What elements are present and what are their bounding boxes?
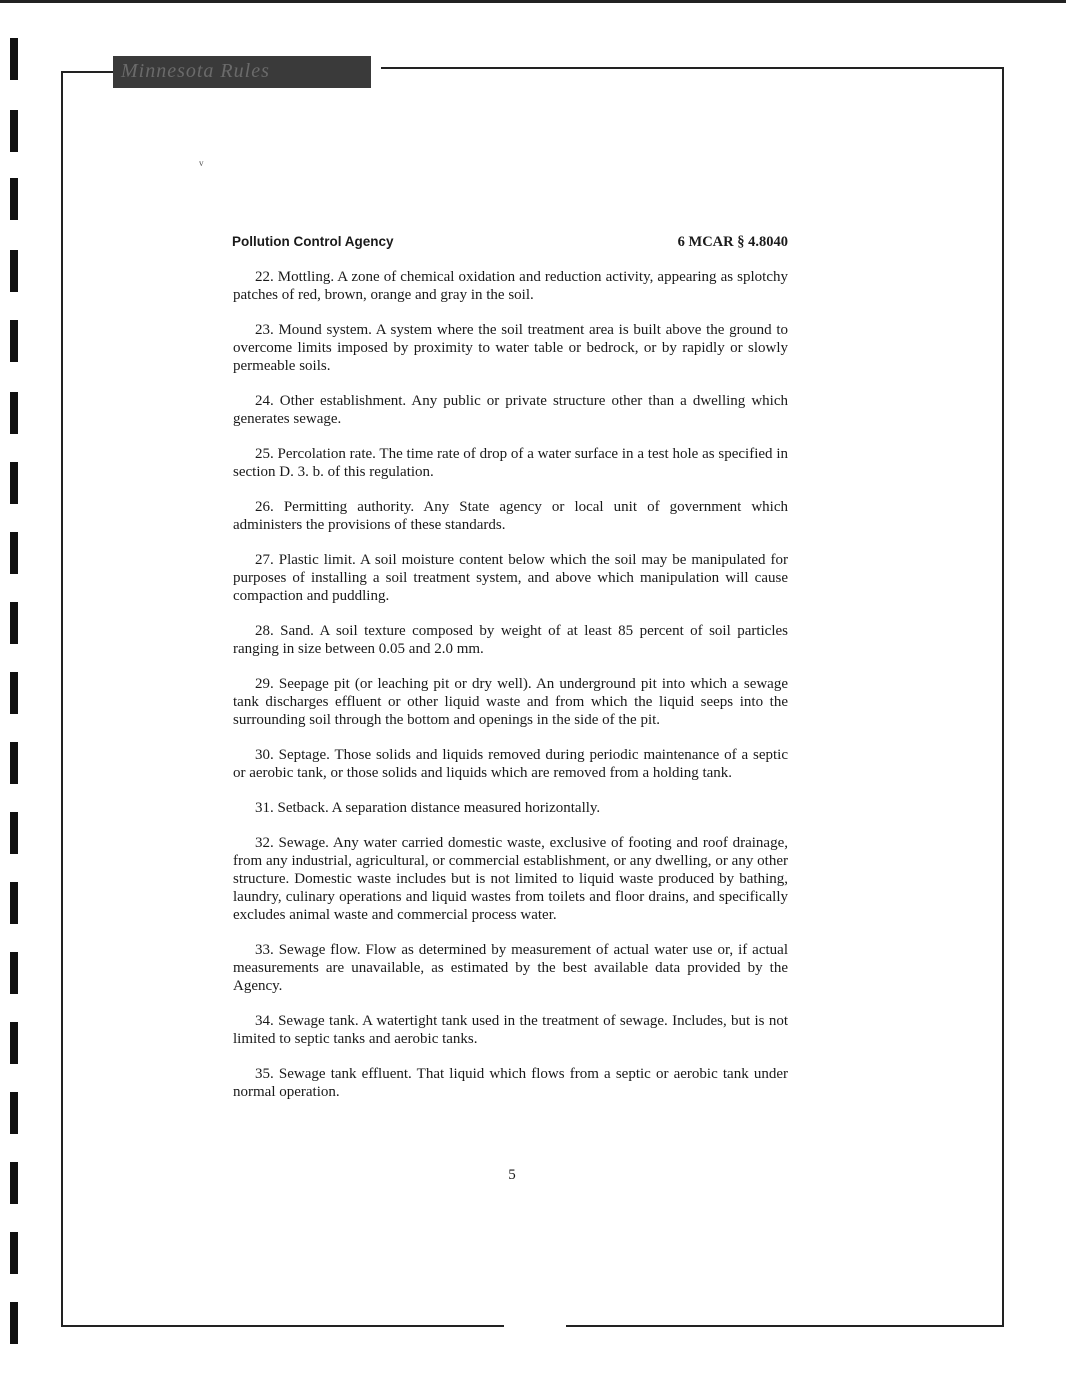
page-number: 5 [508,1167,516,1183]
definition-paragraph: 32. Sewage. Any water carried domestic waste, exclusive of footing and roof drainage, from any industrial, agricultural, or commercial establishment, or any dwelling, or any other structure. Domestic waste includes but is not limited to liquid waste produced by bathing, laundry, culinary operations and liquid wastes from toilets and floor drains, and specifically excludes animal waste and commercial process water. [233,835,788,923]
definition-paragraph: 30. Septage. Those solids and liquids removed during periodic maintenance of a septic or aerobic tank, or those solids and liquids which are removed from a holding tank. [233,747,788,781]
rule-citation: 6 MCAR § 4.8040 [677,234,788,250]
frame-bottom-left [61,1325,504,1327]
binder-mark [10,392,18,434]
definition-paragraph: 28. Sand. A soil texture composed by weight of at least 85 percent of soil particles ranging in size between 0.05 and 2.0 mm. [233,623,788,657]
binder-mark [10,1302,18,1344]
binder-mark [10,952,18,994]
binder-mark [10,672,18,714]
binder-mark [10,178,18,220]
binder-mark [10,38,18,80]
header-bar-text: Minnesota Rules [121,60,270,82]
binder-mark [10,602,18,644]
definition-paragraph: 22. Mottling. A zone of chemical oxidation and reduction activity, appearing as splotchy patches of red, brown, orange and gray in the soil. [233,269,788,303]
frame-right [1002,67,1004,1327]
definition-paragraph: 33. Sewage flow. Flow as determined by measurement of actual water use or, if actual measurements are unavailable, as estimated by the best available data provided by the Agency. [233,942,788,994]
definitions-list [233,268,788,1118]
binder-mark [10,1022,18,1064]
agency-name: Pollution Control Agency [232,234,394,249]
binder-mark [10,1232,18,1274]
definition-paragraph: 24. Other establishment. Any public or private structure other than a dwelling which generates sewage. [233,393,788,427]
definition-paragraph: 27. Plastic limit. A soil moisture content below which the soil may be manipulated for purposes of installing a soil treatment system, and above which manipulation will cause compaction and puddling. [233,552,788,604]
binder-mark [10,812,18,854]
frame-left [61,71,63,1327]
binder-mark [10,1092,18,1134]
binder-mark [10,742,18,784]
top-edge [0,0,1066,3]
definition-paragraph: 26. Permitting authority. Any State agency or local unit of government which administers the provisions of these standards. [233,499,788,533]
binder-mark [10,1162,18,1204]
binder-mark [10,320,18,362]
definition-paragraph: 25. Percolation rate. The time rate of drop of a water surface in a test hole as specified in section D. 3. b. of this regulation. [233,446,788,480]
frame-top-left [62,71,114,73]
header-bar [113,56,371,88]
speck-mark: v [199,158,204,168]
definition-paragraph: 34. Sewage tank. A watertight tank used in the treatment of sewage. Includes, but is not limited to septic tanks and aerobic tanks. [233,1013,788,1047]
definition-paragraph: 31. Setback. A separation distance measured horizontally. [255,800,601,816]
binder-mark [10,532,18,574]
frame-top-right [381,67,1004,69]
binder-mark [10,462,18,504]
definition-paragraph: 29. Seepage pit (or leaching pit or dry well). An underground pit into which a sewage tank discharges effluent or other liquid waste and from which the liquid seeps into the surrounding soil through the bottom and openings in the side of the pit. [233,676,788,728]
frame-bottom-right [566,1325,1004,1327]
binder-mark [10,882,18,924]
definition-paragraph: 23. Mound system. A system where the soil treatment area is built above the ground to overcome limits imposed by proximity to water table or bedrock, or by rapidly or slowly permeable soils. [233,322,788,374]
binder-mark [10,250,18,292]
definition-paragraph: 35. Sewage tank effluent. That liquid which flows from a septic or aerobic tank under normal operation. [233,1066,788,1100]
binder-mark [10,110,18,152]
running-head [232,234,788,252]
